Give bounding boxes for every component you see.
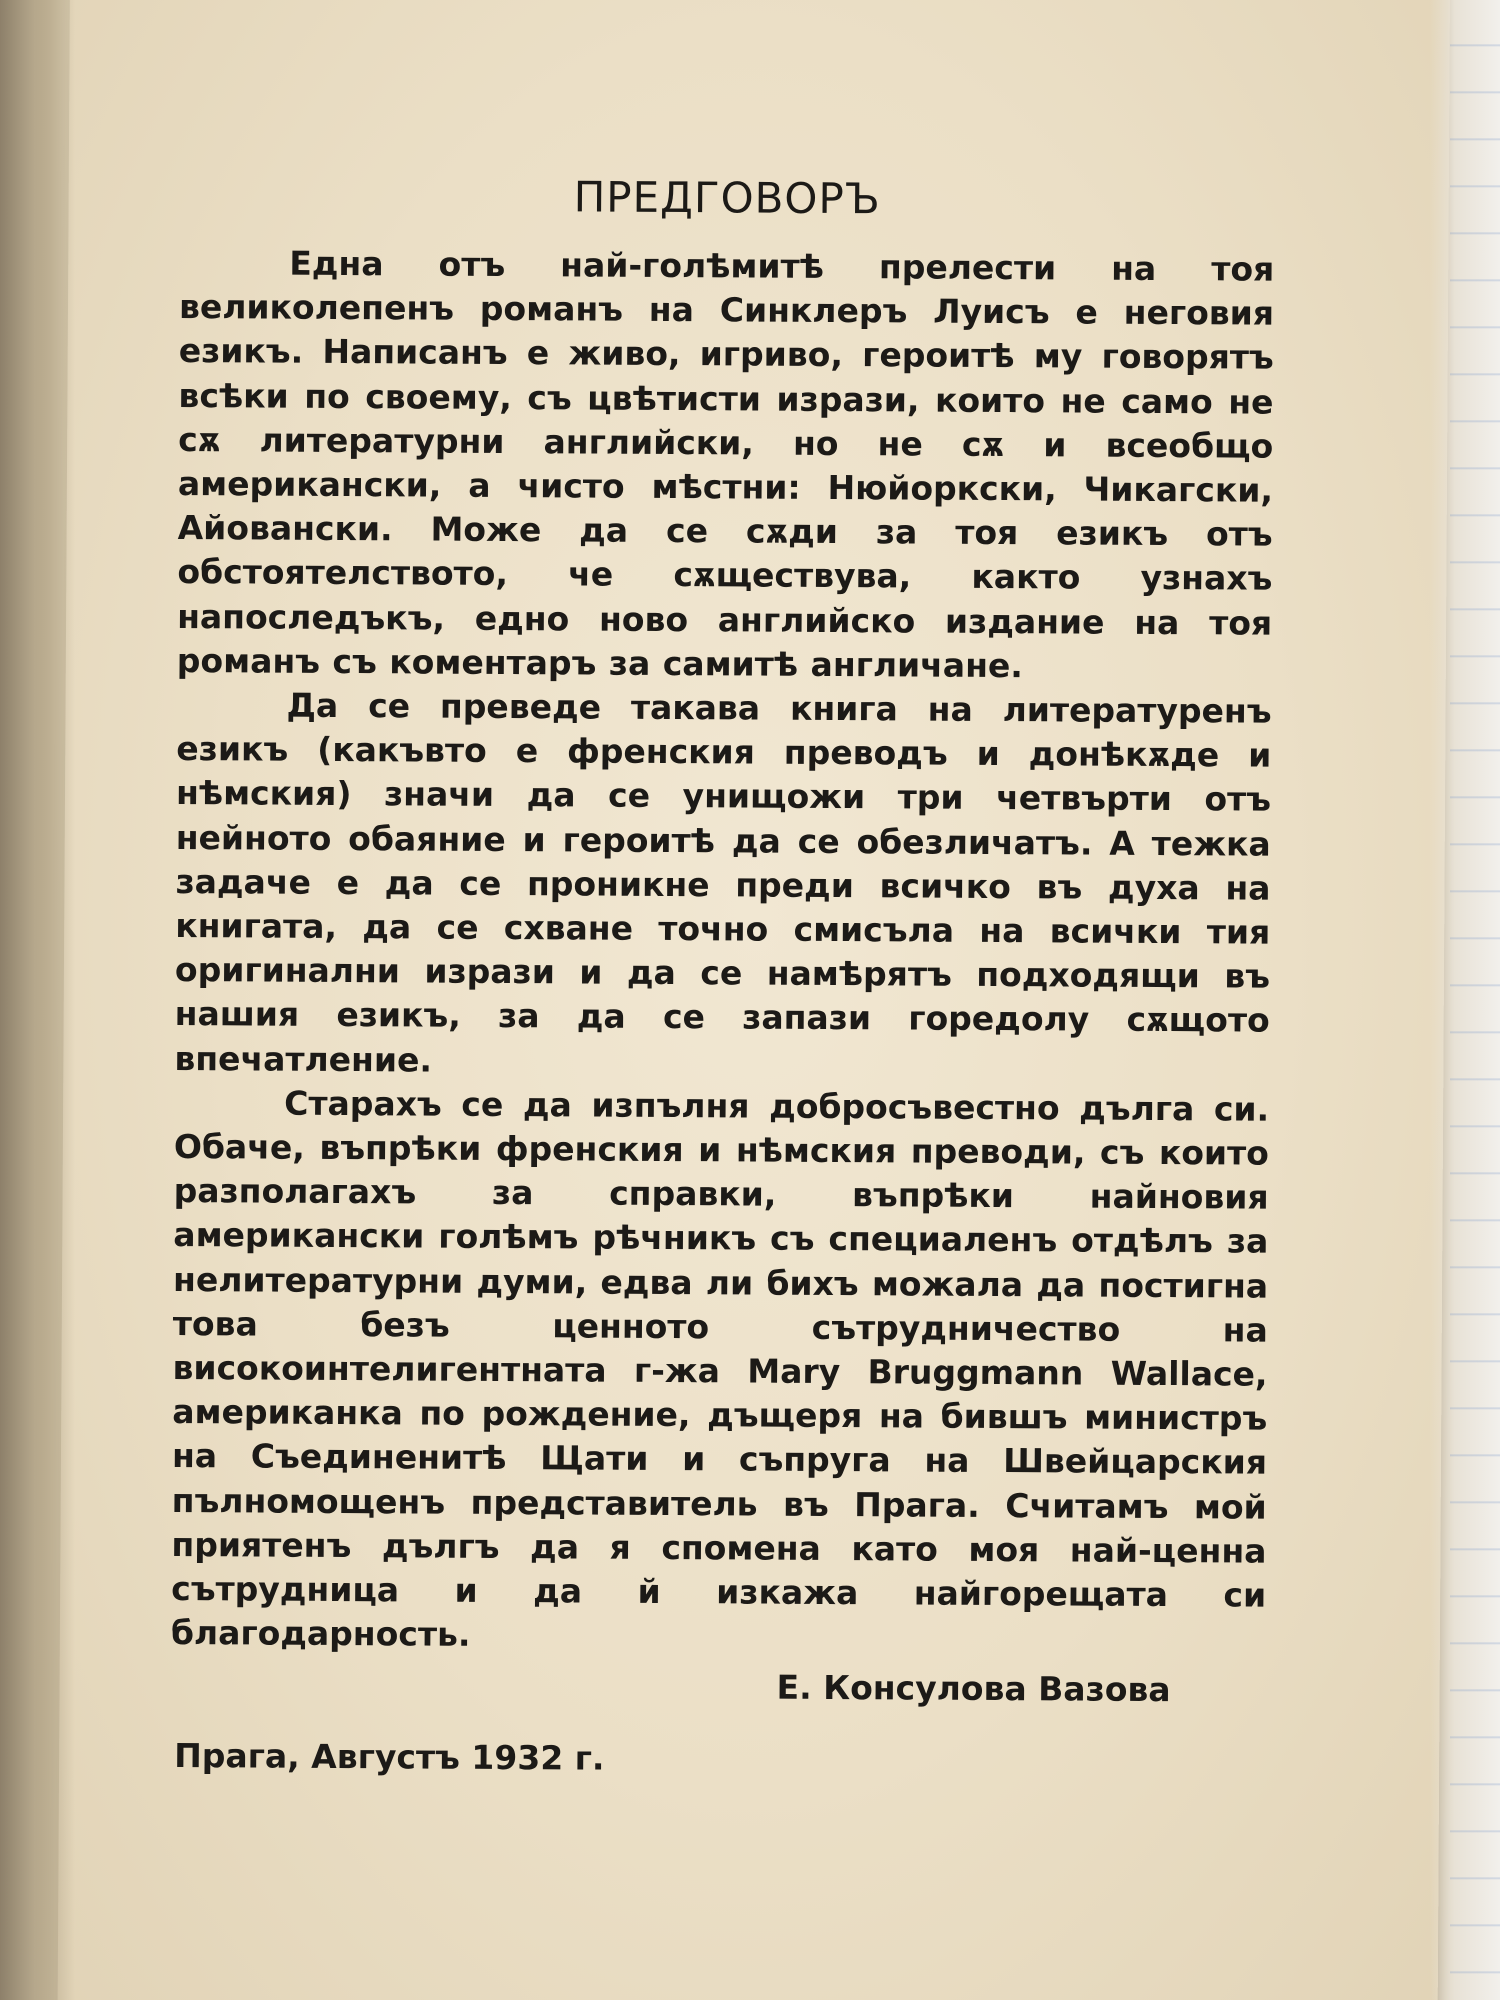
page-title: ПРЕДГОВОРЪ — [573, 172, 881, 224]
paragraph-3: Старахъ се да изпълня добросъвестно дълга си. Обаче, въпрѣки френския и нѣмския преводи, съ които разполагахъ за справки, въпрѣки найновия американски голѣмъ рѣчникъ съ специаленъ отдѣлъ за нелитературни думи, едва ли бихъ можала да постигна това безъ ценното сътрудничество на високоинтелигентната г-жа Mary Bruggmann Wallace, американка по рождение, дъщеря на бившъ министръ на Съединенитѣ Щати и съпруга на Швейцарския пълномощенъ представитель въ Прага. Считамъ мой приятенъ дългъ да я спомена като моя най-ценна сътрудница и да й изкажа найгорещата си благодарность. — [170, 1083, 1270, 1655]
preface-text — [170, 150, 1275, 1785]
paragraph-1: Една отъ най-голѣмитѣ прелести на тоя великолепенъ романъ на Синклеръ Луисъ е неговия езикъ. Написанъ е живо, игриво, героитѣ му говорятъ всѣки по своему, съ цвѣтисти изрази, които не само не сѫ литературни английски, но не сѫ и всеобщо американски, а чисто мѣстни: Нюйоркски, Чикагски, Айовански. Може да се сѫди за тоя езикъ отъ обстоятелството, че сѫществува, както узнахъ напоследъкъ, едно ново английско издание на тоя романъ съ коментаръ за самитѣ англичане. — [176, 243, 1275, 685]
place-and-date: Прага, Августъ 1932 г. — [174, 1735, 605, 1778]
book-spine-shadow — [0, 0, 75, 2000]
lined-paper-edge — [1450, 0, 1500, 2000]
next-page-edge — [1430, 0, 1500, 2000]
paragraph-2: Да се преведе такава книга на литературенъ езикъ (какъвто е френския преводъ и донѣкѫде и нѣмския) значи да се унищожи три четвърти отъ нейното обаяние и героитѣ да се обезличатъ. А тежка задаче е да се проникне преди всичко въ духа на книгата, да се схване точно смисъла на всички тия оригинални изрази и да се намѣрятъ подходящи въ нашия езикъ, за да се запази горедолу сѫщото впечатление. — [174, 685, 1272, 1080]
author-signature: Е. Консулова Вазова — [776, 1667, 1171, 1709]
